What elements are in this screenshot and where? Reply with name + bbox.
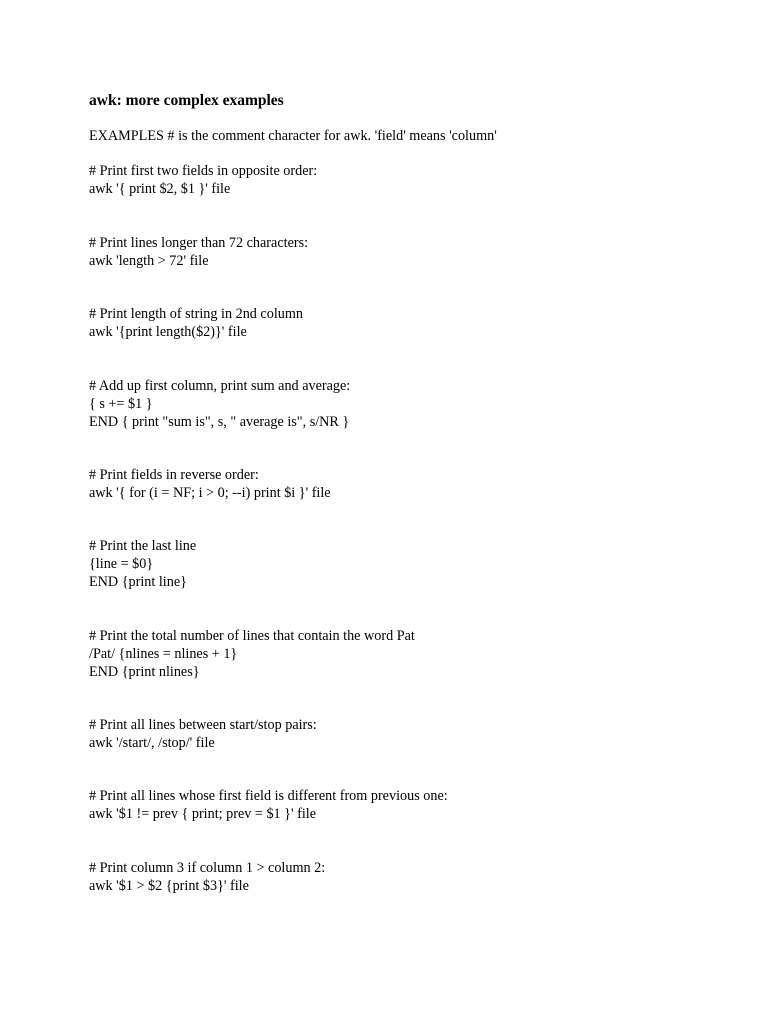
example-code: END { print "sum is", s, " average is", s/NR } <box>89 414 350 430</box>
example-comment: # Add up first column, print sum and average: <box>89 378 351 394</box>
example-code: awk '/start/, /stop/' file <box>89 735 215 751</box>
example-code: END {print nlines} <box>89 664 200 680</box>
intro-text: EXAMPLES # is the comment character for awk. 'field' means 'column' <box>89 128 497 144</box>
example-code: awk '$1 != prev { print; prev = $1 }' file <box>89 806 316 822</box>
page-title: awk: more complex examples <box>89 92 284 109</box>
example-code: awk '{ print $2, $1 }' file <box>89 181 231 197</box>
example-comment: # Print length of string in 2nd column <box>89 306 303 322</box>
example-code: awk 'length > 72' file <box>89 253 209 269</box>
example-code: { s += $1 } <box>89 396 153 412</box>
example-code: /Pat/ {nlines = nlines + 1} <box>89 646 238 662</box>
example-code: {line = $0} <box>89 556 154 572</box>
example-comment: # Print first two fields in opposite order: <box>89 163 318 179</box>
example-comment: # Print all lines between start/stop pairs: <box>89 717 317 733</box>
example-code: awk '{print length($2)}' file <box>89 324 247 340</box>
example-code: awk '$1 > $2 {print $3}' file <box>89 878 249 894</box>
example-comment: # Print the last line <box>89 538 197 554</box>
example-comment: # Print all lines whose first field is different from previous one: <box>89 788 448 804</box>
example-comment: # Print lines longer than 72 characters: <box>89 235 309 251</box>
example-comment: # Print the total number of lines that contain the word Pat <box>89 628 415 644</box>
example-code: END {print line} <box>89 574 187 590</box>
example-comment: # Print column 3 if column 1 > column 2: <box>89 860 326 876</box>
example-comment: # Print fields in reverse order: <box>89 467 259 483</box>
example-code: awk '{ for (i = NF; i > 0; --i) print $i }' file <box>89 485 331 501</box>
